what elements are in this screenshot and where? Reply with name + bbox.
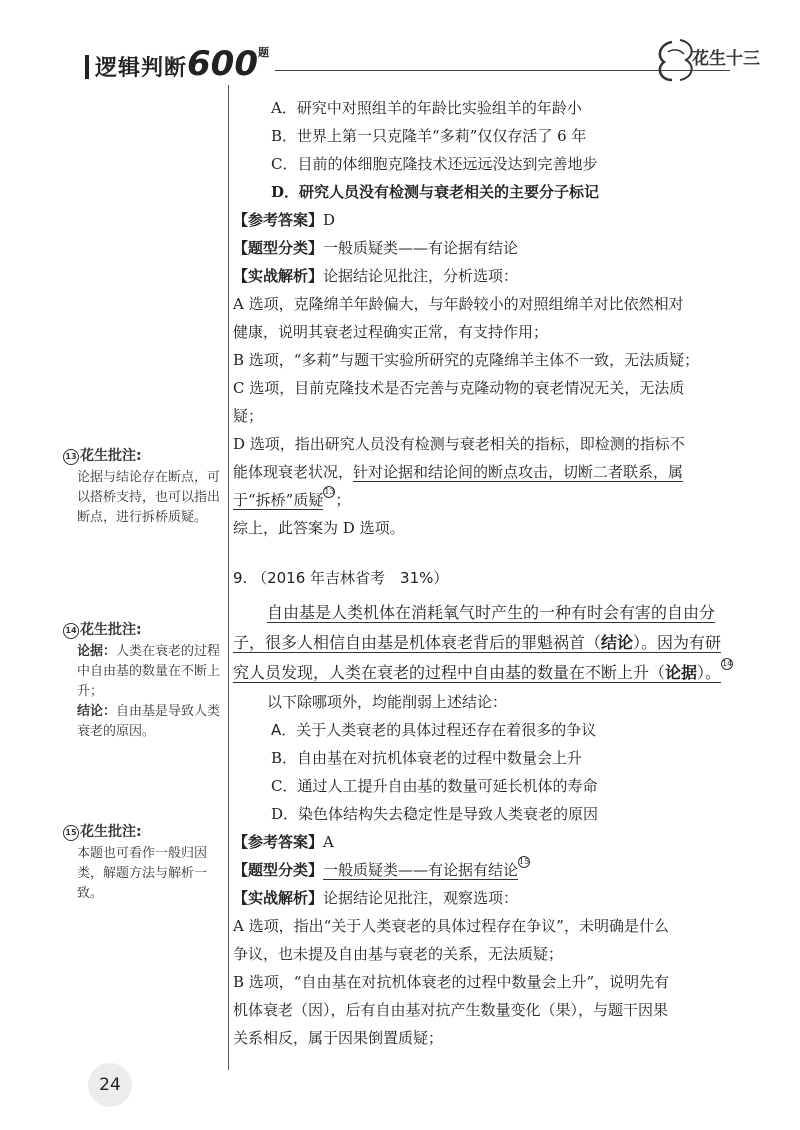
q8-analysis-line: 健康，说明其衰老过程确实正常，有支持作用； bbox=[233, 323, 549, 341]
page-number: 24 bbox=[88, 1063, 132, 1107]
q8-summary: 综上，此答案为 D 选项。 bbox=[233, 519, 405, 537]
q9-option-a: A．关于人类衰老的具体过程还存在着很多的争议 bbox=[271, 721, 597, 739]
q9-analysis-line: A 选项，指出“关于人类衰老的具体过程存在争议”，未明确是什么 bbox=[233, 917, 669, 935]
note-number: 14 bbox=[63, 623, 79, 639]
underlined-text: 于“拆桥”质疑 bbox=[233, 491, 324, 509]
note-body: 论据与结论存在断点，可以搭桥支持，也可以指出断点，进行拆桥质疑。 bbox=[77, 470, 221, 525]
note-14: 14 花生批注: 论据：人类在衰老的过程中自由基的数量在不断上升； 结论：自由基是导致人类衰老的原因。 bbox=[63, 620, 223, 742]
underlined-text: 针对论据和结论间的断点攻击，切断二者联系，属 bbox=[353, 463, 684, 481]
note-body: 本题也可看作一般归因类，解题方法与解析一致。 bbox=[77, 846, 208, 901]
q8-analysis-line: A 选项，克隆绵羊年龄偏大，与年龄较小的对照组绵羊对比依然相对 bbox=[233, 295, 684, 313]
column-divider bbox=[228, 85, 229, 1070]
q9-analysis-line: B 选项，“自由基在对抗机体衰老的过程中数量会上升”，说明先有 bbox=[233, 973, 670, 991]
q8-analysis-line: 疑； bbox=[233, 407, 264, 425]
q9-type: 【题型分类】一般质疑类——有论据有结论15 bbox=[233, 857, 530, 879]
q9-option-d: D．染色体结构失去稳定性是导致人类衰老的原因 bbox=[271, 805, 599, 823]
page-header bbox=[85, 40, 775, 90]
book-title: 逻辑判断$600^题$ bbox=[85, 44, 270, 84]
q9-option-c: C．通过人工提升自由基的数量可延长机体的寿命 bbox=[271, 777, 598, 795]
q8-option-c: C．目前的体细胞克隆技术还远远没达到完善地步 bbox=[271, 155, 598, 173]
note-ref: 13 bbox=[324, 487, 335, 496]
q9-analysis-head: 【实战解析】论据结论见批注，观察选项： bbox=[233, 889, 519, 907]
note-13: 13 花生批注: 论据与结论存在断点，可以搭桥支持，也可以指出断点，进行拆桥质疑。 bbox=[63, 446, 223, 528]
book-suffix: 题 bbox=[258, 46, 270, 59]
q9-stem: 自由基是人类机体在消耗氧气时产生的一种有时会有害的自由分 子，很多人相信自由基是机体衰老背后的罪魁祸首（结论）。因为有研 究人员发现，人类在衰老的过程中自由基的数量在不断上升（论据）。14 bbox=[233, 603, 733, 682]
q8-analysis-head: 【实战解析】论据结论见批注，分析选项： bbox=[233, 267, 519, 285]
note-15: 15 花生批注: 本题也可看作一般归因类，解题方法与解析一致。 bbox=[63, 822, 223, 904]
q8-analysis-line: 能体现衰老状况，针对论据和结论间的断点攻击，切断二者联系，属 bbox=[233, 463, 684, 481]
q8-option-b: B．世界上第一只克隆羊“多莉”仅仅存活了 6 年 bbox=[271, 127, 587, 145]
q9-prompt: 以下除哪项外，均能削弱上述结论： bbox=[267, 693, 508, 711]
title-bar bbox=[85, 55, 89, 79]
main-content bbox=[233, 94, 753, 1052]
logo: 花生十三 bbox=[650, 40, 775, 84]
q8-analysis-line: B 选项，“多莉”与题干实验所研究的克隆绵羊主体不一致，无法质疑； bbox=[233, 351, 700, 369]
q8-analysis-line: 于“拆桥”质疑13； bbox=[233, 487, 351, 509]
note-number: 13 bbox=[63, 449, 79, 465]
q9-option-b: B．自由基在对抗机体衰老的过程中数量会上升 bbox=[271, 749, 583, 767]
question-8-options bbox=[233, 94, 753, 206]
book-number: 600 bbox=[187, 44, 258, 84]
note-number: 15 bbox=[63, 825, 79, 841]
q8-analysis-line: C 选项，目前克隆技术是否完善与克隆动物的衰老情况无关，无法质 bbox=[233, 379, 685, 397]
q9-header: 9. （2016 年吉林省考 31%） bbox=[233, 569, 449, 587]
note-ref: 14 bbox=[722, 659, 733, 668]
q8-option-d: D．研究人员没有检测与衰老相关的主要分子标记 bbox=[271, 183, 600, 201]
q9-analysis-line: 争议，也未提及自由基与衰老的关系，无法质疑； bbox=[233, 945, 564, 963]
q8-analysis-line: D 选项，指出研究人员没有检测与衰老相关的指标，即检测的指标不 bbox=[233, 435, 685, 453]
note-ref: 15 bbox=[519, 857, 530, 866]
q9-answer: 【参考答案】A bbox=[233, 833, 334, 851]
q9-analysis-line: 关系相反，属于因果倒置质疑； bbox=[233, 1029, 444, 1047]
q9-analysis-line: 机体衰老（因），后有自由基对抗产生数量变化（果），与题干因果 bbox=[233, 1001, 669, 1019]
q8-type: 【题型分类】一般质疑类——有论据有结论 bbox=[233, 239, 519, 257]
q8-answer: 【参考答案】D bbox=[233, 211, 336, 229]
q8-option-a: A．研究中对照组羊的年龄比实验组羊的年龄小 bbox=[271, 99, 582, 117]
